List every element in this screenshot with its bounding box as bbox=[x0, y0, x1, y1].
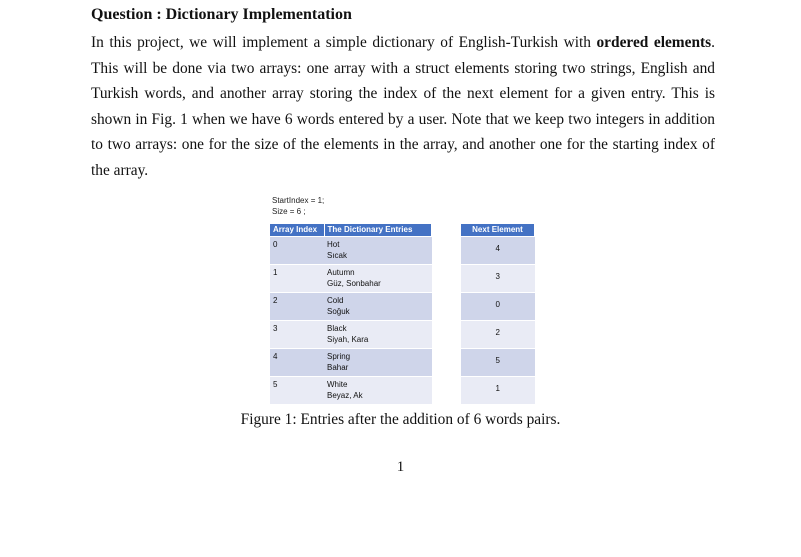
page-number: 1 bbox=[396, 459, 405, 475]
table-row bbox=[461, 237, 535, 265]
table-row bbox=[270, 237, 432, 265]
next-element-cell: 3 bbox=[461, 265, 535, 293]
table-row bbox=[270, 293, 432, 321]
next-element-cell: 2 bbox=[461, 321, 535, 349]
entry-cell bbox=[324, 349, 432, 377]
table-row bbox=[270, 349, 432, 377]
turkish-word: Sıcak bbox=[327, 251, 348, 260]
figure-1 bbox=[270, 196, 540, 400]
array-index-cell: 2 bbox=[270, 293, 324, 321]
turkish-word: Güz, Sonbahar bbox=[327, 279, 381, 288]
english-word: Autumn bbox=[327, 268, 355, 277]
entry-cell bbox=[324, 293, 432, 321]
next-element-header-row bbox=[461, 224, 535, 237]
start-index-line: StartIndex = 1; bbox=[272, 196, 325, 205]
turkish-word: Beyaz, Ak bbox=[327, 391, 363, 400]
next-element-cell: 5 bbox=[461, 349, 535, 377]
paragraph-text-1: In this project, we will implement a simple dictionary of English-Turkish with bbox=[91, 34, 597, 51]
table-row bbox=[270, 377, 432, 405]
next-element-table bbox=[461, 224, 535, 404]
entry-cell bbox=[324, 321, 432, 349]
table-row bbox=[461, 293, 535, 321]
turkish-word: Siyah, Kara bbox=[327, 335, 369, 344]
table-row bbox=[461, 377, 535, 405]
turkish-word: Soğuk bbox=[327, 307, 350, 316]
figure-caption: Figure 1: Entries after the addition of 6 words pairs. bbox=[240, 411, 561, 428]
table-row bbox=[270, 265, 432, 293]
entry-cell bbox=[324, 237, 432, 265]
next-element-cell: 1 bbox=[461, 377, 535, 405]
english-word: Cold bbox=[327, 296, 344, 305]
english-word: Spring bbox=[327, 352, 351, 361]
array-index-header: Array Index bbox=[270, 224, 324, 237]
turkish-word: Bahar bbox=[327, 363, 349, 372]
english-word: Hot bbox=[327, 240, 340, 249]
table-row bbox=[270, 321, 432, 349]
next-element-cell: 4 bbox=[461, 237, 535, 265]
entry-cell bbox=[324, 265, 432, 293]
question-paragraph bbox=[91, 30, 715, 183]
table-row bbox=[461, 321, 535, 349]
table-row bbox=[461, 349, 535, 377]
size-line: Size = 6 ; bbox=[272, 207, 306, 216]
english-word: White bbox=[327, 380, 348, 389]
array-index-cell: 1 bbox=[270, 265, 324, 293]
array-index-cell: 5 bbox=[270, 377, 324, 405]
next-element-header: Next Element bbox=[461, 224, 535, 237]
table-row bbox=[461, 265, 535, 293]
next-element-cell: 0 bbox=[461, 293, 535, 321]
array-index-cell: 0 bbox=[270, 237, 324, 265]
dictionary-entries-header: The Dictionary Entries bbox=[324, 224, 432, 237]
array-index-cell: 4 bbox=[270, 349, 324, 377]
paragraph-text-2: . This will be done via two arrays: one array with a struct elements storing two strings, English and Turkish words, and another array storing the index of the next element for a given entry. This is shown in Fig. 1 when we have 6 words entered by a user. Note that we keep two integers in addition to two arrays: one for the size of the elements in the array, and another one for the starting index of the array. bbox=[91, 34, 715, 179]
array-index-cell: 3 bbox=[270, 321, 324, 349]
dictionary-table-header bbox=[270, 224, 432, 237]
english-word: Black bbox=[327, 324, 347, 333]
question-heading: Question : Dictionary Implementation bbox=[91, 6, 352, 23]
dictionary-table bbox=[270, 224, 432, 404]
paragraph-bold-text: ordered elements bbox=[596, 34, 712, 51]
entry-cell bbox=[324, 377, 432, 405]
